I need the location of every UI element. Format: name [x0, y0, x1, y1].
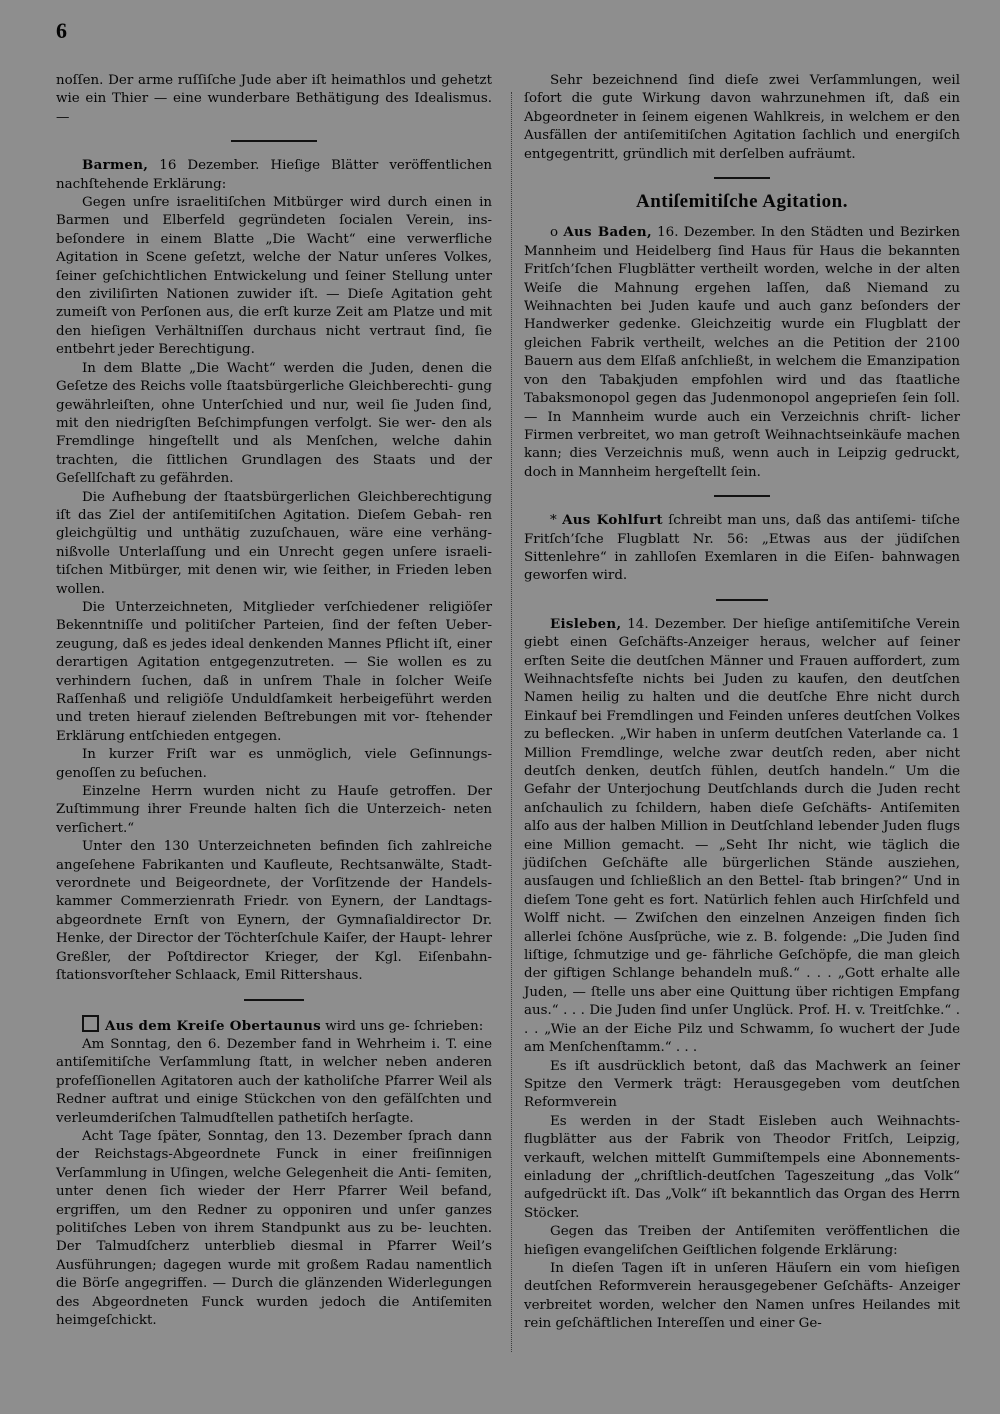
- paragraph: Am Sonntag, den 6. Dezember fand in Wehrheim i. T. eine antiſemitiſche Verſammlung ſtatt, in welcher neben anderen profeſſionellen Agitatoren auch der katholiſche Pfarrer Weil als Redner auftrat und einige Stückchen von den gefälſchten und verleumderiſchen Talmudſtellen pathetiſch herſagte.: [56, 1036, 492, 1126]
- article-eisleben: [524, 615, 960, 1334]
- article-obertaunus-lede: [56, 1015, 492, 1036]
- dateline: Aus dem Kreiſe Obertaunus: [105, 1017, 321, 1034]
- dateline: Aus Baden,: [563, 224, 652, 241]
- body-text: 14. Dezember. Der hieſige antiſemitiſche Verein giebt einen Geſchäfts-Anzeiger heraus, welcher auf ſeiner erſten Seite die deutſchen Männer und Frauen auffordert, zum Weihnachtsfeſte nichts bei Juden zu kaufen, den deutſchen Namen heilig zu halten und die deutſche Ehre nicht durch Einkauf bei Fremdlingen und Feinden unſeres deutſchen Volkes zu beflecken. „Wir haben in unſerm deutſchen Vaterlande ca. 1 Million Fremdlinge, welche zwar deutſch reden, aber nicht deutſch denken, deutſch fühlen, deutſch handeln.“ Um die Gefahr der Unterjochung Deutſchlands durch die Juden recht anſchaulich zu ſchildern, haben dieſe Geſchäfts- Antiſemiten alſo aus der halben Million in Deutſchland lebender Juden flugs eine Million gemacht. — „Seht Ihr nicht, wie täglich die jüdiſchen Geſchäfte alle bürgerlichen Stände ausziehen, ausſaugen und ſchließlich an den Bettel- ſtab bringen?“ Und in dieſem Tone geht es fort. Natürlich fehlen auch Hirſchfeld und Wolff nicht. — Zwiſchen den einzelnen Anzeigen finden ſich allerlei ſchöne Ausſprüche, wie z. B. folgende: „Die Juden ſind liſtige, ſchmutzige und ge- fährliche Geſchöpfe, die man gleich der giftigen Schlange behandeln muß.“ . . . „Gott erhalte alle Juden, — ſtelle uns aber eine Quittung über richtigen Empfang aus.“ . . . Die Juden ſind unſer Unglück. Prof. H. v. Treitſchke.“ . . . „Wie an der Eiche Pilz und Schwamm, ſo wuchert der Jude am Menſchenſtamm.“ . . .: [524, 616, 960, 1056]
- article-mark: *: [550, 513, 557, 529]
- paragraph: Acht Tage ſpäter, Sonntag, den 13. Dezember ſprach dann der Reichstags-Abgeordnete Funck in einer freiſinnigen Verſammlung in Uſingen, welche Gelegenheit die Anti- ſemiten, unter denen ſich wieder der Herr Pfarrer Weil befand, ergriffen, um den Redner zu opponiren und unſer ganzes politiſches Leben von ihrem Standpunkt aus zu be- leuchten. Der Talmudſcherz unterblieb diesmal in Pfarrer Weil’s Ausführungen; dagegen wurde mit großem Radau namentlich die Börſe angegriffen. — Durch die glänzenden Widerlegungen des Abgeordneten Funck wurden jedoch die Antiſemiten heimgeſchickt.: [56, 1128, 492, 1328]
- paragraph: In dem Blatte „Die Wacht“ werden die Juden, denen die Geſetze des Reichs volle ſtaatsbürgerliche Gleichberechti- gung gewährleiſten, ohne Unterſchied und nur, weil ſie Juden ſind, mit den niedrigſten Beſchimpfungen verfolgt. Sie wer- den als Fremdlinge hingeſtellt und als Menſchen, welche dahin trachten, die ſittlichen Grundlagen des Staats und der Geſellſchaft zu gefährden.: [56, 360, 492, 487]
- body-text: 16. Dezember. In den Städten und Bezirken Mannheim und Heidelberg ſind Haus für Haus die bekannten Fritſch’ſchen Flugblätter vertheilt worden, welche in der alten Weiſe die Mahnung ergehen laſſen, daß Niemand zu Weihnachten bei Juden kaufe und auch ganz beſonders der Handwerker gedenke. Gleichzeitig wurde ein Flugblatt der gleichen Fabrik vertheilt, welches an die Petition der 2100 Bauern aus dem Elſaß anſchließt, in welchem die Emanzipation von den Tabakjuden empfohlen wird und das ſtaatliche Tabaksmonopol gegen das Judenmonopol angeprieſen ſein ſoll. — In Mannheim wurde auch ein Verzeichnis chriſt- licher Firmen verbreitet, wo man getroſt Weihnachtseinkäufe machen kann; dies Verzeichnis muß, wenn auch in Leipzig gedruckt, doch in Mannheim hergeſtellt ſein.: [524, 225, 960, 480]
- paragraph: Unter den 130 Unterzeichneten befinden ſich zahlreiche angeſehene Fabrikanten und Kaufleute, Rechtsanwälte, Stadt- verordnete und Beigeordnete, der Vorſitzende der Handels- kammer Commerzienrath Friedr. von Eynern, der Landtags- abgeordnete Ernſt von Eynern, der Gymnaſialdirector Dr. Henke, der Director der Töchterſchule Kaiſer, der Haupt- lehrer Greßler, der Poſtdirector Krieger, der Kgl. Eiſenbahn- ſtationsvorſteher Schlaack, Emil Rittershaus.: [56, 839, 492, 984]
- paragraph: Es iſt ausdrücklich betont, daß das Machwerk an ſeiner Spitze den Vermerk trägt: Herausgegeben vom deutſchen Reformverein: [524, 1058, 960, 1111]
- article-barmen: [56, 156, 492, 985]
- left-column: [56, 72, 492, 1330]
- article-eisleben-lede: [524, 615, 960, 1058]
- paragraph: Es werden in der Stadt Eisleben auch Weihnachts- flugblätter aus der Fabrik von Theodor Fritſch, Leipzig, verkauft, welchen mittelſt Gummiſtempels eine Abonnements- einladung der „chriſtlich-deutſchen Tageszeitung „das Volk“ aufgedrückt iſt. Das „Volk“ iſt bekanntlich das Organ des Herrn Stöcker.: [524, 1113, 960, 1221]
- article-kohlfurt: [524, 511, 960, 586]
- right-intro-text: Sehr bezeichnend ſind dieſe zwei Verſammlungen, weil ſofort die gute Wirkung davon wahrzunehmen iſt, daß ein Abgeordneter in ſeinem eigenen Wahlkreis, in welchem er den Ausfällen der antiſemitiſchen Agitation ſachlich und energiſch entgegentritt, gründlich mit derſelben aufräumt.: [524, 73, 960, 162]
- paragraph: Die Aufhebung der ſtaatsbürgerlichen Gleichberechtigung iſt das Ziel der antiſemitiſchen Agitation. Dieſem Gebah- ren gleichgültig und unthätig zuzuſchauen, wäre eine verhäng- nißvolle Unterlaſſung und ein Unrecht gegen unſere israeli- tiſchen Mitbürger, mit denen wir, wie ſeither, in Frieden leben wollen.: [56, 489, 492, 597]
- separator-rule: [714, 177, 770, 179]
- dateline: Barmen,: [82, 157, 149, 174]
- lede-text: 16 Dezember. Hieſige Blätter veröffentlichen nachſtehende Erklärung:: [56, 158, 492, 192]
- lede-text: wird uns ge- ſchrieben:: [321, 1018, 484, 1034]
- paragraph: Gegen unſre israelitiſchen Mitbürger wird durch einen in Barmen und Elberfeld gegründeten ſocialen Verein, ins- beſondere in einem Blatte „Die Wacht“ eine verwerfliche Agitation in Scene geſetzt, welche der Natur unſeres Volkes, ſeiner geſchichtlichen Entwickelung und ſeiner Stellung unter den ziviliſirten Nationen zuwider iſt. — Dieſe Agitation geht zumeiſt von Perſonen aus, die erſt kurze Zeit am Platze und mit den hieſigen Verhältniſſen durchaus nicht vertraut ſind, ſie entbehrt jeder Berechtigung.: [56, 195, 492, 358]
- dateline: Aus Kohlfurt: [562, 512, 663, 529]
- box-marker-icon: [82, 1015, 99, 1032]
- section-heading: Antiſemitiſche Agitation.: [636, 191, 848, 213]
- separator-rule: [244, 999, 304, 1001]
- left-intro-text: noſſen. Der arme ruſſiſche Jude aber iſt heimathlos und gehetzt wie ein Thier — eine wunderbare Bethätigung des Idealismus. —: [56, 73, 492, 125]
- paragraph: Einzelne Herrn wurden nicht zu Hauſe getroffen. Der Zuſtimmung ihrer Freunde halten ſich die Unterzeich- neten verſichert.“: [56, 784, 492, 836]
- article-obertaunus: [56, 1015, 492, 1331]
- article-baden: [524, 223, 960, 482]
- paragraph: In dieſen Tagen iſt in unſeren Häuſern ein vom hieſigen deutſchen Reformverein herausgegebener Geſchäfts- Anzeiger verbreitet worden, welcher den Namen unſres Heilandes mit rein geſchäftlichen Intereſſen und einer Ge-: [524, 1260, 960, 1332]
- paragraph: Gegen das Treiben der Antiſemiten veröffentlichen die hieſigen evangeliſchen Geiſtlichen folgende Erklärung:: [524, 1224, 960, 1258]
- article-barmen-lede: [56, 156, 492, 194]
- column-divider: [511, 92, 512, 1352]
- dateline: Eisleben,: [550, 615, 622, 632]
- right-column: [524, 72, 960, 1334]
- separator-rule: [714, 495, 770, 497]
- separator-rule: [716, 599, 768, 601]
- separator-rule: [231, 140, 317, 142]
- article-baden-text: [524, 223, 960, 482]
- page-number: 6: [56, 18, 67, 43]
- article-mark: o: [550, 225, 559, 241]
- paragraph: Die Unterzeichneten, Mitglieder verſchiedener religiöſer Bekenntniſſe und politiſcher Parteien, ſind der feſten Ueber- zeugung, daß es jedes ideal denkenden Mannes Pflicht iſt, einer derartigen Agitation entgegenzutreten. — Sie wollen es zu verhindern ſuchen, daß in unſrem Thale in ſolcher Weiſe Raſſenhaß und religiöſe Unduldſamkeit herbeigeführt werden und treten hierauf zielenden Beſtrebungen mit vor- ſtehender Erklärung entſchieden entgegen.: [56, 599, 492, 744]
- paragraph: In kurzer Friſt war es unmöglich, viele Geſinnungs- genoſſen zu beſuchen.: [56, 747, 492, 781]
- article-kohlfurt-text: [524, 511, 960, 586]
- body-text: ſchreibt man uns, daß das antiſemi- tiſche Fritſch’ſche Flugblatt Nr. 56: „Etwas aus der jüdiſchen Sittenlehre“ in zahlloſen Exemlaren in die Eiſen- bahnwagen geworfen wird.: [524, 513, 960, 584]
